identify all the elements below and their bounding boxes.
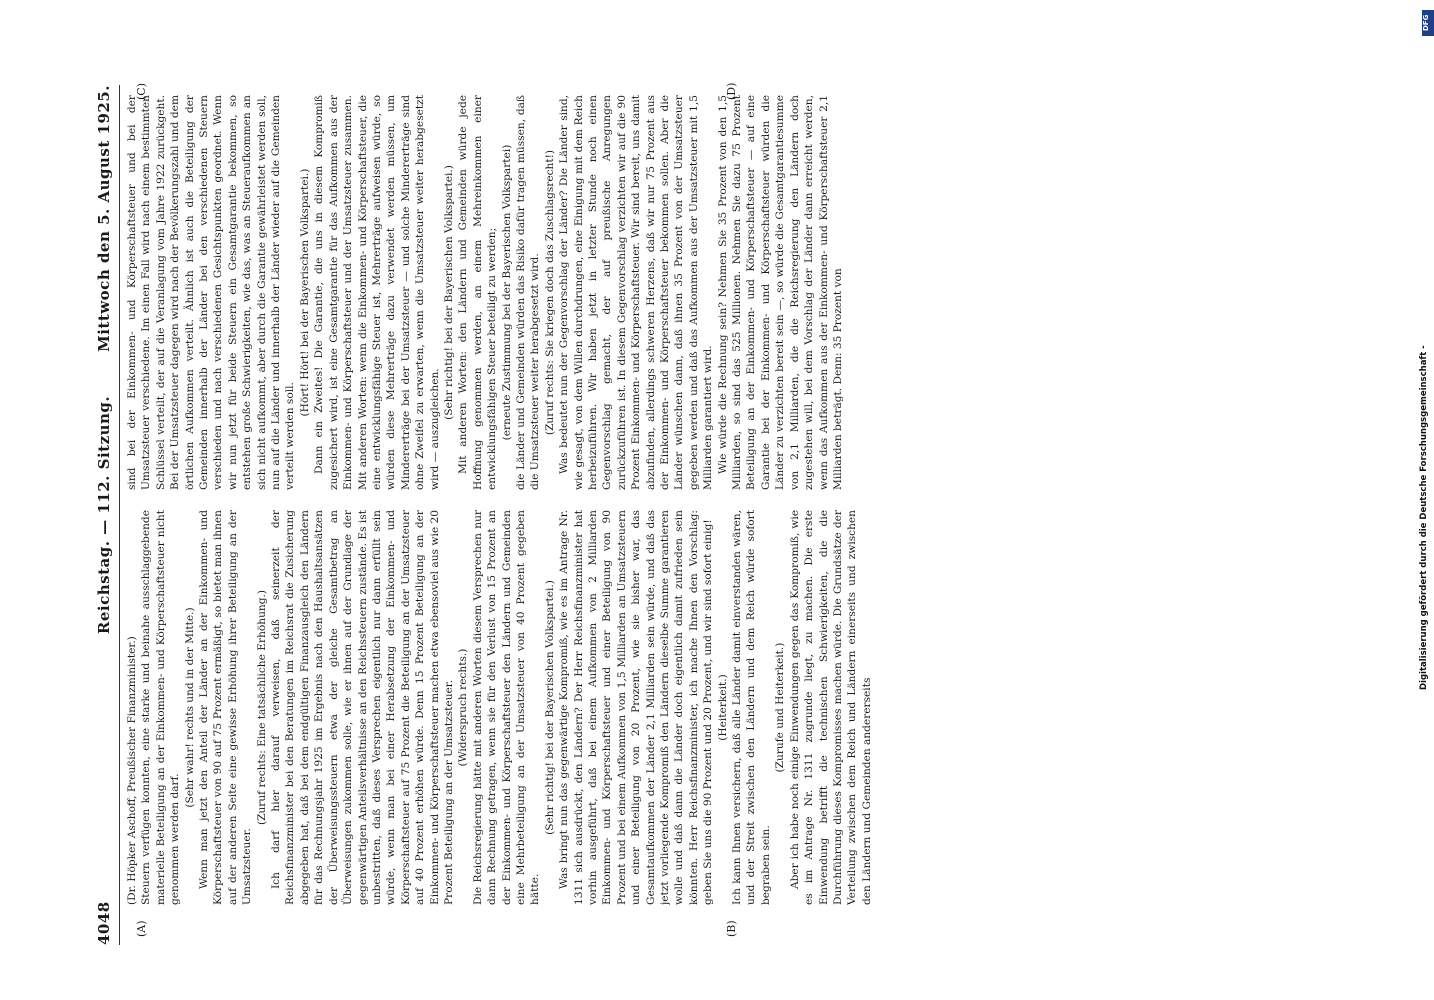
paragraph: sind bei der Einkommen- und Körperschaftsteuer und bei der Umsatzsteuer verschiedene. Im einen Fall wird nach einem bestimmten Schlüssel verteilt, der auf die Veranlagung vom Jahre 1922 zurückgeht. Bei der Umsatzsteuer dagegen wird nach der Bevölkerungszahl und dem örtlichen Aufkommen verteilt. Ähnlich ist auch die Beteiligung der Gemeinden innerhalb der Länder bei den verschiedenen Steuern verschieden und nach verschiedenen Gesichtspunkten geordnet. Wenn wir nun jetzt für beide Steuern ein Gesamtgarantie bekommen, so entstehen große Schwierigkeiten, wie das, was an Steueraufkommen an sich nicht aufkommt, aber durch die Garantie gewährleistet werden soll, nun auf die Länder und innerhalb der Länder wieder auf die Gemeinden verteilt werden soll. bbox=[126, 95, 297, 490]
paragraph: Steuern verfügen konnten, eine starke und beinahe ausschlaggebende materielle Beteiligung an der Einkommen- und Körperschaftsteuer nicht genommen werden darf. bbox=[140, 510, 182, 905]
interjection: (Sehr richtig! bei der Bayerischen Volkspartei.) bbox=[543, 580, 556, 835]
paragraph: Was bedeutet nun der Gegenvorschlag der Länder? Die Länder sind, wie gesagt, von dem Willen durchdrungen, eine Einigung mit dem Reich herbeizuführen. Wir haben jetzt in letzter Stunde noch einen Gegenvorschlag gemacht, der auf preußische Anregungen zurückzuführen ist. In diesem Gegenvorschlag verzichten wir auf die 90 Prozent Einkommen- und Körperschaftsteuer. Wir sind bereit, uns damit abzufinden, allerdings schweren Herzens, daß wir nur 75 Prozent aus der Einkommen- und Körperschaftsteuer bekommen sollen. Aber die Länder wünschen dann, daß ihnen 35 Prozent von der Umsatzsteuer gegeben werden und daß das Aufkommen aus der Umsatzsteuer mit 1,5 Milliarden garantiert wird. bbox=[558, 95, 715, 490]
dfg-logo: DFG bbox=[1422, 10, 1434, 36]
margin-letter-d: (D) bbox=[725, 82, 738, 100]
session-date: Mittwoch den 5. August 1925. bbox=[95, 85, 113, 352]
right-text-column bbox=[125, 95, 1305, 490]
paragraph: Was bringt nun das gegenwärtige Kompromiß, wie es im Antrage Nr. 1311 sich ausdrückt, den Ländern? Der Herr Reichsfinanzminister hat vorhin ausgeführt, daß bei einem Aufkommen von 2 Milliarden Einkommen- und Körperschaftsteuer und einer Beteiligung von 90 Prozent und bei einem Aufkommen von 1,5 Milliarden an Umsatzsteuern und einer Beteiligung von 20 Prozent, wie sie bisher war, das Gesamtaufkommen der Länder 2,1 Milliarden sein würde, und daß das jetzt vorliegende Kompromiß den Ländern dieselbe Summe garantieren wolle und daß dann die Länder doch eigentlich damit zufrieden sein könnten. Herr Reichsfinanzminister, ich mache Ihnen den Vorschlag: geben Sie uns die 90 Prozent und 20 Prozent, und wir sind sofort einig! bbox=[558, 510, 715, 905]
interjection: (Heiterkeit.) bbox=[716, 674, 729, 741]
interjection: (Zuruf rechts: Eine tatsächliche Erhöhung.) bbox=[255, 589, 268, 826]
paragraph: Dann ein Zweites! Die Garantie, die uns in diesem Kompromiß zugesichert wird, ist eine Gesamtgarantie für das Aufkommen aus der Einkommen- und Körperschaftsteuer und der Umsatzsteuer zusammen. Mit anderen Worten: wenn die Einkommen- und Körperschaftsteuer, die eine entwicklungsfähige Steuer ist, Mehrerträge aufweisen würde, so würden diese Mehrerträge dazu verwendet werden müssen, um Mindererträge bei der Umsatzsteuer — und solche Mindererträge sind ohne Zweifel zu erwarten, wenn die Umsatzsteuer weiter herabgesetzt wird — auszugleichen. bbox=[313, 95, 441, 490]
paragraph: Mit anderen Worten: den Ländern und Gemeinden würde jede Hoffnung genommen werden, an einem Mehreinkommen einer entwicklungsfähigen Steuer beteiligt zu werden; bbox=[457, 95, 499, 490]
page-number: 4048 bbox=[95, 901, 113, 945]
left-text-column bbox=[125, 510, 1305, 905]
digitization-credit: Digitalisierung gefördert durch die Deutsche Forschungsgemeinschaft - bbox=[1419, 345, 1429, 690]
interjection: (Zurufe und Heiterkeit.) bbox=[774, 642, 787, 773]
interjection: (Hört! Hört! bei der Bayerischen Volkspartei.) bbox=[298, 168, 311, 417]
session-title: Reichstag. — 112. Sitzung. bbox=[95, 395, 113, 635]
paragraph: Ich kann Ihnen versichern, daß alle Länder damit einverstanden wären, und der Streit zwischen den Ländern und dem Reich würde sofort begraben sein. bbox=[731, 510, 772, 905]
interjection: (Sehr wahr! rechts und in der Mitte.) bbox=[183, 607, 196, 808]
margin-letter-c: (C) bbox=[135, 83, 148, 100]
paragraph: die Länder und Gemeinden würden das Risiko dafür tragen müssen, daß die Umsatzsteuer weiter herabgesetzt wird. bbox=[514, 95, 542, 490]
rotated-document-page bbox=[85, 82, 1325, 945]
paragraph: (Dr. Höpker Aschoff, Preußischer Finanzminister.) bbox=[126, 636, 138, 905]
page-header bbox=[95, 85, 119, 945]
interjection: (Sehr richtig! bei der Bayerischen Volkspartei.) bbox=[442, 165, 455, 420]
interjection: (Widerspruch rechts.) bbox=[457, 648, 470, 767]
interjection: (erneute Zustimmung bei der Bayerischen Volkspartei) bbox=[500, 144, 513, 441]
interjection: (Zuruf rechts: Sie kriegen doch das Zuschlagsrecht!) bbox=[543, 149, 556, 436]
paragraph: Die Reichsregierung hätte mit anderen Worten diesem Versprechen nur dann Rechnung getragen, wenn sie für den Verlust von 15 Prozent an der Einkommen- und Körperschaftsteuer den Ländern und Gemeinden eine Mehrbeteiligung an der Umsatzsteuer von 40 Prozent gegeben hätte. bbox=[471, 510, 542, 905]
paragraph: Ich darf hier darauf verweisen, daß seinerzeit der Reichsfinanzminister bei den Beratungen im Reichsrat die Zusicherung abgegeben hat, daß bei dem endgültigen Finanzausgleich den Ländern für das Rechnungsjahr 1925 im Ergebnis nach den Haushaltsansätzen der Überweisungssteuern etwa der gleiche Gesamtbetrag an Überweisungen zukommen solle, wie er ihnen auf der Grundlage der gegenwärtigen Anteilsverhältnisse an den Reichssteuern zustände. Es ist unbestritten, daß dieses Versprechen eigentlich nur dann erfüllt sein würde, wenn man bei einer Herabsetzung der Einkommen- und Körperschaftsteuer auf 75 Prozent die Beteiligung an der Umsatzsteuer auf 40 Prozent erhöhen würde. Denn 15 Prozent Beteiligung an der Einkommen- und Körperschaftsteuer machen etwa ebensoviel aus wie 20 Prozent Beteiligung an der Umsatzsteuer. bbox=[270, 510, 455, 905]
paragraph: Wenn man jetzt den Anteil der Länder an der Einkommen- und Körperschaftsteuer von 90 auf 75 Prozent ermäßigt, so bietet man ihnen auf der anderen Seite eine gewisse Erhöhung ihrer Beteiligung an der Umsatzsteuer. bbox=[198, 510, 254, 905]
margin-letter-a: (A) bbox=[135, 920, 148, 937]
margin-letter-b: (B) bbox=[725, 920, 738, 937]
paragraph: Aber ich habe noch einige Einwendungen gegen das Kompromiß, wie es im Antrage Nr. 1311 zugrunde liegt, zu machen. Die erste Einwendung betrifft die technischen Schwierigkeiten, die die Durchführung dieses Kompromisses machen würde. Die Grundsätze der Verteilung zwischen dem Reich und Ländern einerseits und zwischen den Ländern und Gemeinden andererseits bbox=[788, 510, 873, 905]
header-rule bbox=[119, 85, 120, 945]
paragraph: Wie würde die Rechnung sein? Nehmen Sie 35 Prozent von den 1,5 Milliarden, so sind das 525 Millionen. Nehmen Sie dazu 75 Prozent Beteiligung an der Einkommen- und Körperschaftsteuer — auf eine Garantie bei der Einkommen- und Körperschaftsteuer würden die Länder zu verzichten bereit sein —, so würde die Gesamtgarantiesumme von 2,1 Milliarden, die die Reichsregierung den Ländern doch zugestehen will, bei dem Vorschlag der Länder dann erreicht werden, wenn das Aufkommen aus der Einkommen- und Körperschaftsteuer 2,1 Milliarden beträgt. Denn: 35 Prozent von bbox=[716, 95, 844, 490]
